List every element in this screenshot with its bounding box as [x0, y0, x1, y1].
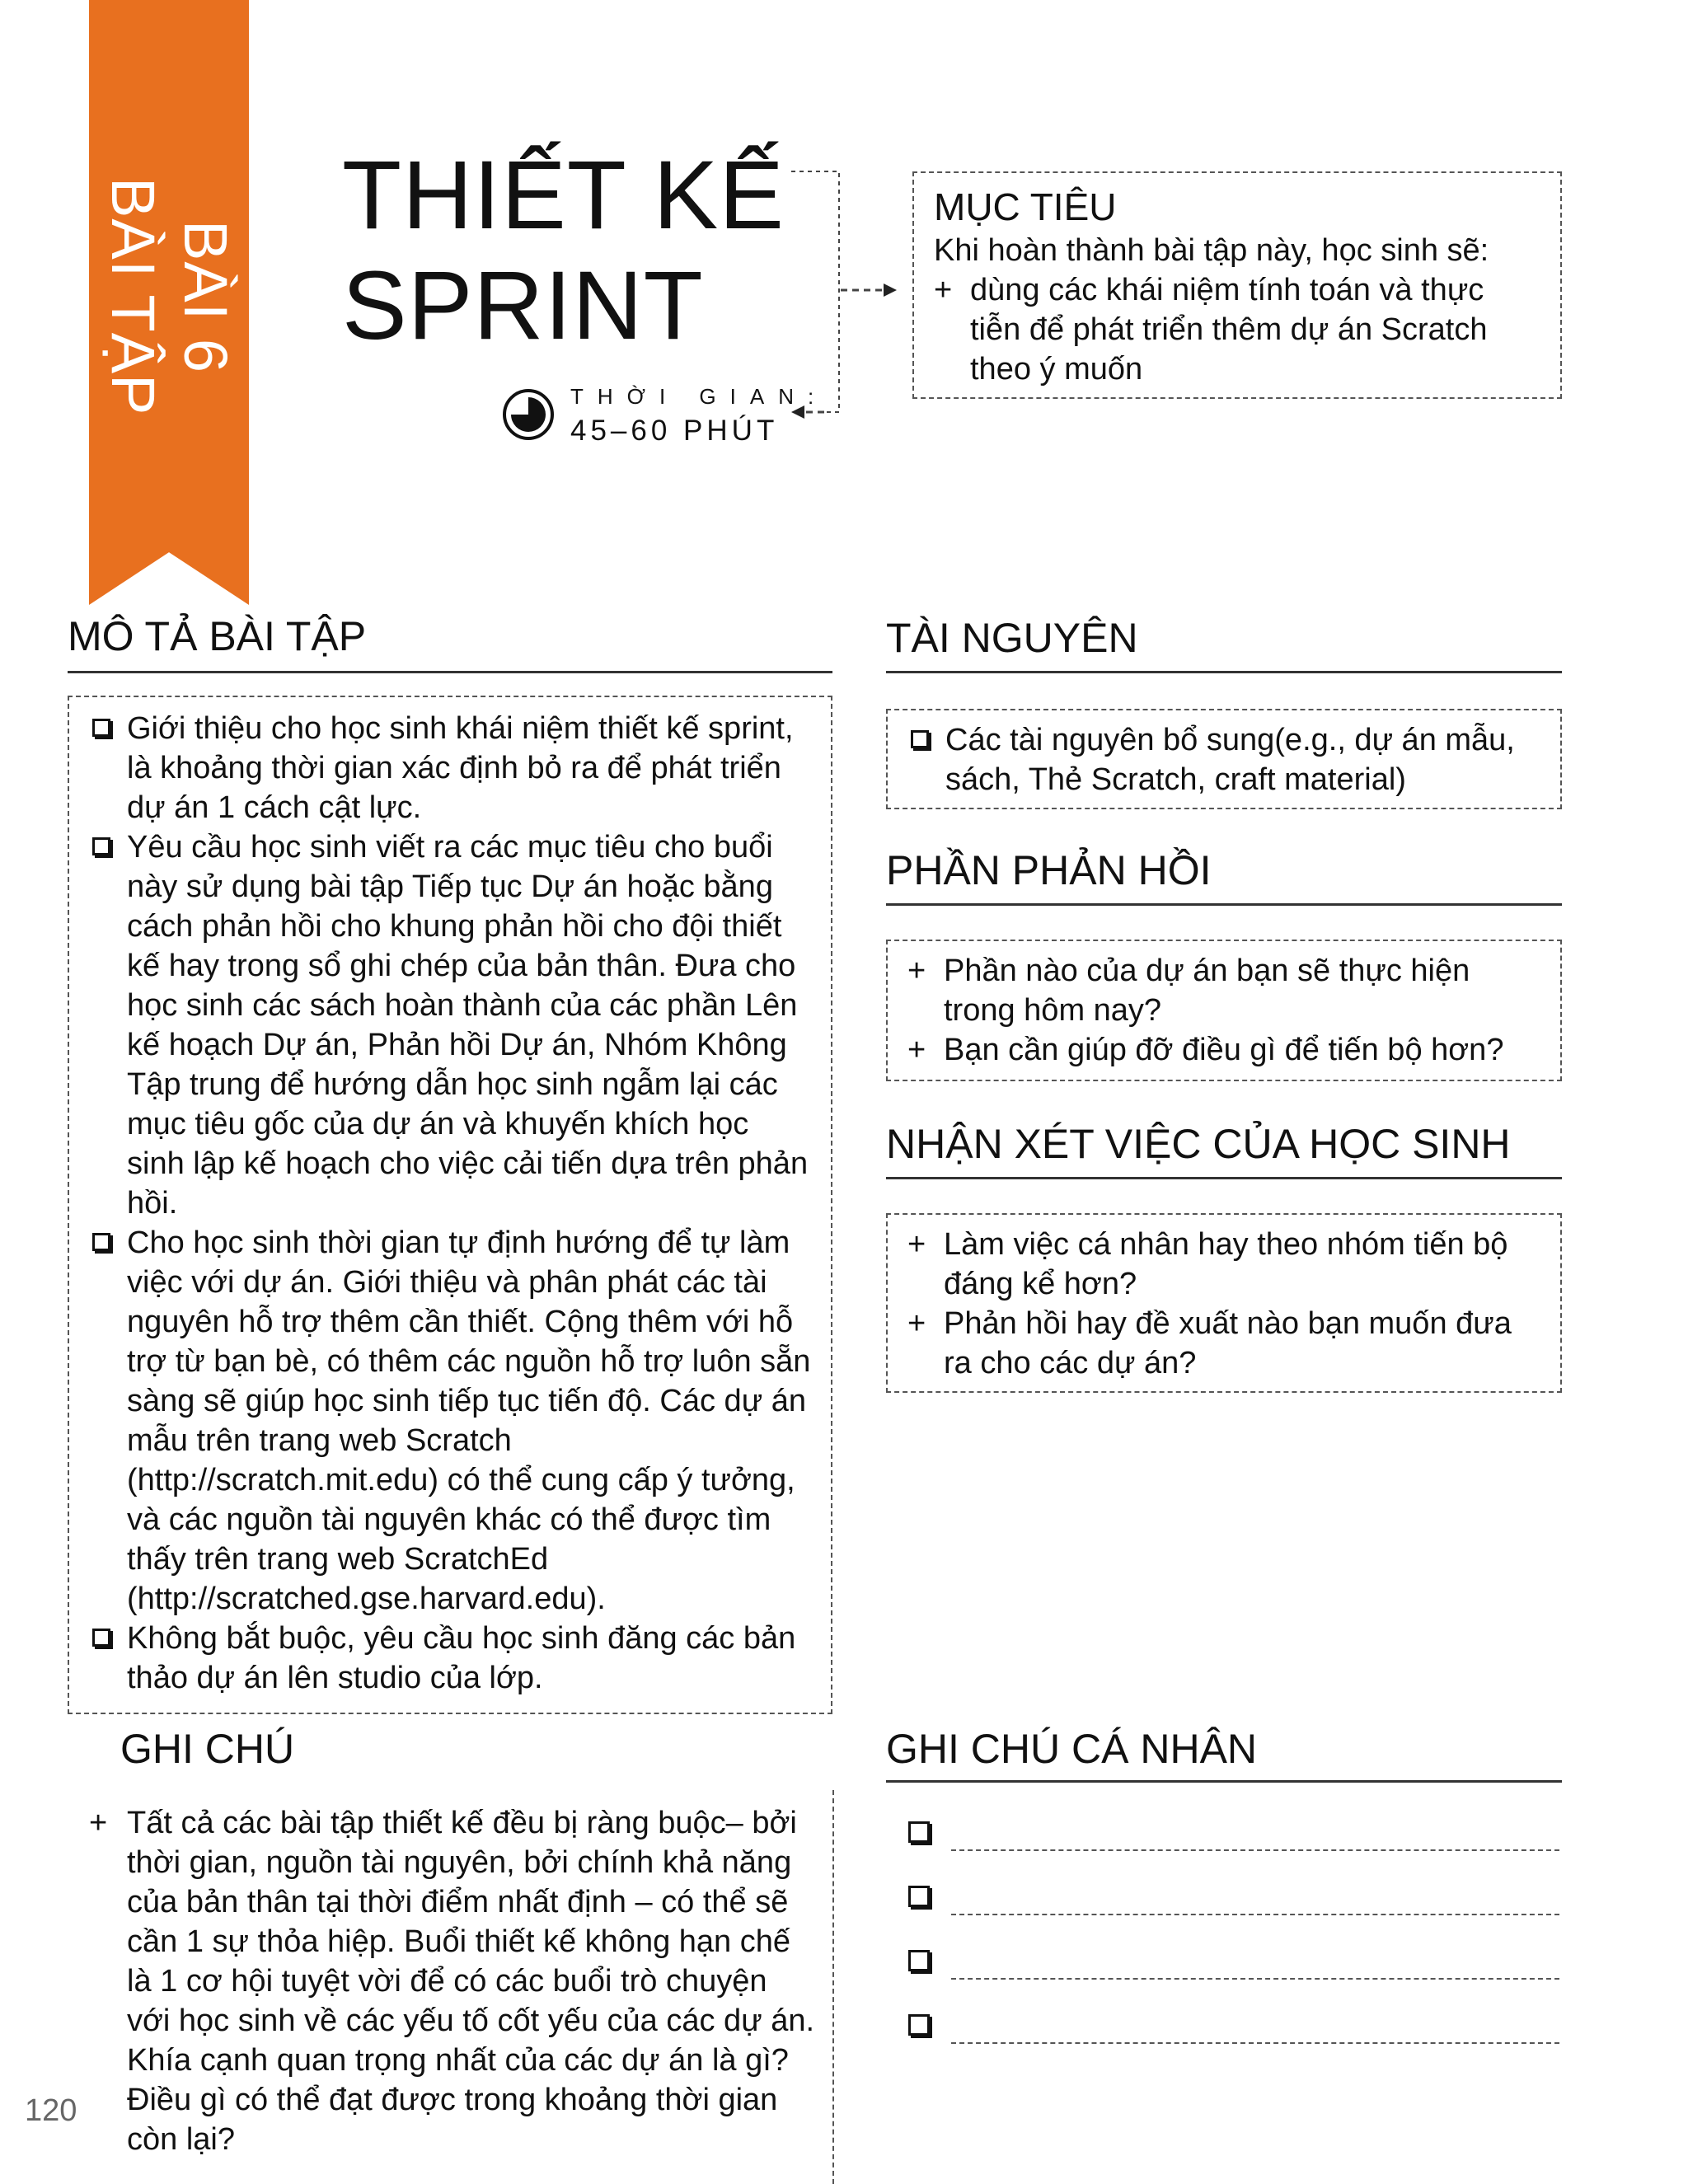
reflection-box	[886, 940, 1562, 1081]
lesson-ribbon-label	[89, 49, 249, 544]
time-value: 45–60 PHÚT	[570, 415, 779, 447]
personal-note-line[interactable]	[908, 1947, 1559, 1980]
personal-note-line[interactable]	[908, 1818, 1559, 1851]
objective-item: + dùng các khái niệm tính toán và thực tiễn để phát triển thêm dự án Scratch theo ý muốn	[934, 270, 1540, 389]
page-title	[342, 140, 785, 361]
review-heading: NHẬN XÉT VIỆC CỦA HỌC SINH	[886, 1121, 1511, 1167]
reflection-item: + Phần nào của dự án bạn sẽ thực hiện trong hôm nay?	[907, 951, 1544, 1030]
review-box	[886, 1213, 1562, 1393]
description-box	[68, 696, 832, 1714]
notes-divider	[832, 1790, 834, 2184]
review-item: + Làm việc cá nhân hay theo nhóm tiến bộ đáng kể hơn?	[907, 1225, 1544, 1304]
notes-list	[89, 1803, 814, 2159]
connector-arrows	[791, 165, 907, 437]
objectives-list	[934, 270, 1540, 389]
notes-item: + Tất cả các bài tập thiết kế đều bị ràng buộc– bởi thời gian, nguồn tài nguyên, bởi chính khả năng của bản thân tại thời điểm nhất định – có thể sẽ cần 1 sự thỏa hiệp. Buổi thiết kế không hạn chế là 1 cơ hội tuyệt vời để có các buổi trò chuyện với học sinh về các yếu tố cốt yếu của các dự án. Khía cạnh quan trọng nhất của các dự án là gì? Điều gì có thể đạt được trong khoảng thời gian còn lại?	[89, 1803, 814, 2159]
objectives-box	[912, 171, 1562, 399]
description-item: Cho học sinh thời gian tự định hướng để tự làm việc với dự án. Giới thiệu và phân phát các tài nguyên hỗ trợ thêm cần thiết. Cộng thêm với hỗ trợ từ bạn bè, có thêm các nguồn hỗ trợ luôn sẵn sàng sẽ giúp học sinh tiếp tục tiến độ. Các dự án mẫu trên trang web Scratch (http://scratch.mit.edu) có thể cung cấp ý tưởng, và các nguồn tài nguyên khác có thể được tìm thấy trên trang web ScratchEd (http://scratched.gse.harvard.edu).	[91, 1223, 814, 1619]
note-checkbox[interactable]	[908, 2014, 930, 2036]
note-checkbox[interactable]	[908, 1886, 930, 1907]
reflection-list	[907, 951, 1544, 1070]
note-writing-line[interactable]	[951, 2042, 1559, 2044]
notes-heading: GHI CHÚ	[120, 1726, 295, 1772]
description-item: Không bắt buộc, yêu cầu học sinh đăng các bản thảo dự án lên studio của lớp.	[91, 1619, 814, 1698]
resources-rule	[886, 671, 1562, 673]
review-rule	[886, 1177, 1562, 1179]
review-list	[907, 1225, 1544, 1383]
note-writing-line[interactable]	[951, 1978, 1559, 1980]
ribbon-line-1: BÀI 6	[171, 220, 240, 373]
note-checkbox[interactable]	[908, 1821, 930, 1843]
personal-note-line[interactable]	[908, 1882, 1559, 1915]
ribbon-line-2: BÀI TẬP	[99, 177, 167, 416]
reflection-item: + Bạn cần giúp đỡ điều gì để tiến bộ hơn?	[907, 1030, 1544, 1070]
time-label: THỜI GIAN:	[570, 384, 828, 409]
description-item: Yêu cầu học sinh viết ra các mục tiêu cho buổi này sử dụng bài tập Tiếp tục Dự án hoặc bằng cách phản hồi cho khung phản hồi cho đội thiết kế hay trong sổ ghi chép của bản thân. Đưa cho học sinh các sách hoàn thành của các phần Lên kế hoạch Dự án, Phản hồi Dự án, Nhóm Không Tập trung để hướng dẫn học sinh ngẫm lại các mục tiêu gốc của dự án và khuyến khích học sinh lập kế hoạch cho việc cải tiến dựa trên phản hồi.	[91, 827, 814, 1223]
description-rule	[68, 671, 832, 673]
resources-list	[909, 720, 1544, 799]
personal-notes-heading: GHI CHÚ CÁ NHÂN	[886, 1726, 1258, 1772]
resources-box	[886, 709, 1562, 809]
resource-item: Các tài nguyên bổ sung(e.g., dự án mẫu, sách, Thẻ Scratch, craft material)	[909, 720, 1544, 799]
note-writing-line[interactable]	[951, 1914, 1559, 1915]
description-item: Giới thiệu cho học sinh khái niệm thiết kế sprint, là khoảng thời gian xác định bỏ ra để phát triển dự án 1 cách cật lực.	[91, 709, 814, 827]
objectives-intro: Khi hoàn thành bài tập này, học sinh sẽ:	[934, 233, 1489, 268]
personal-note-line[interactable]	[908, 2011, 1559, 2044]
review-item: + Phản hồi hay đề xuất nào bạn muốn đưa ra cho các dự án?	[907, 1304, 1544, 1383]
personal-notes-rule	[886, 1780, 1562, 1783]
note-writing-line[interactable]	[951, 1849, 1559, 1851]
note-checkbox[interactable]	[908, 1950, 930, 1971]
title-line-2: SPRINT	[342, 251, 704, 360]
description-list	[91, 709, 814, 1698]
clock-icon	[501, 387, 556, 442]
reflection-rule	[886, 903, 1562, 906]
title-line-1: THIẾT KẾ	[342, 141, 785, 250]
reflection-heading: PHẦN PHẢN HỒI	[886, 847, 1212, 893]
page-number: 120	[25, 2093, 77, 2128]
resources-heading: TÀI NGUYÊN	[886, 615, 1138, 661]
notes-body	[89, 1803, 814, 2159]
objectives-heading: MỤC TIÊU	[934, 185, 1117, 228]
description-heading: MÔ TẢ BÀI TẬP	[68, 613, 367, 659]
